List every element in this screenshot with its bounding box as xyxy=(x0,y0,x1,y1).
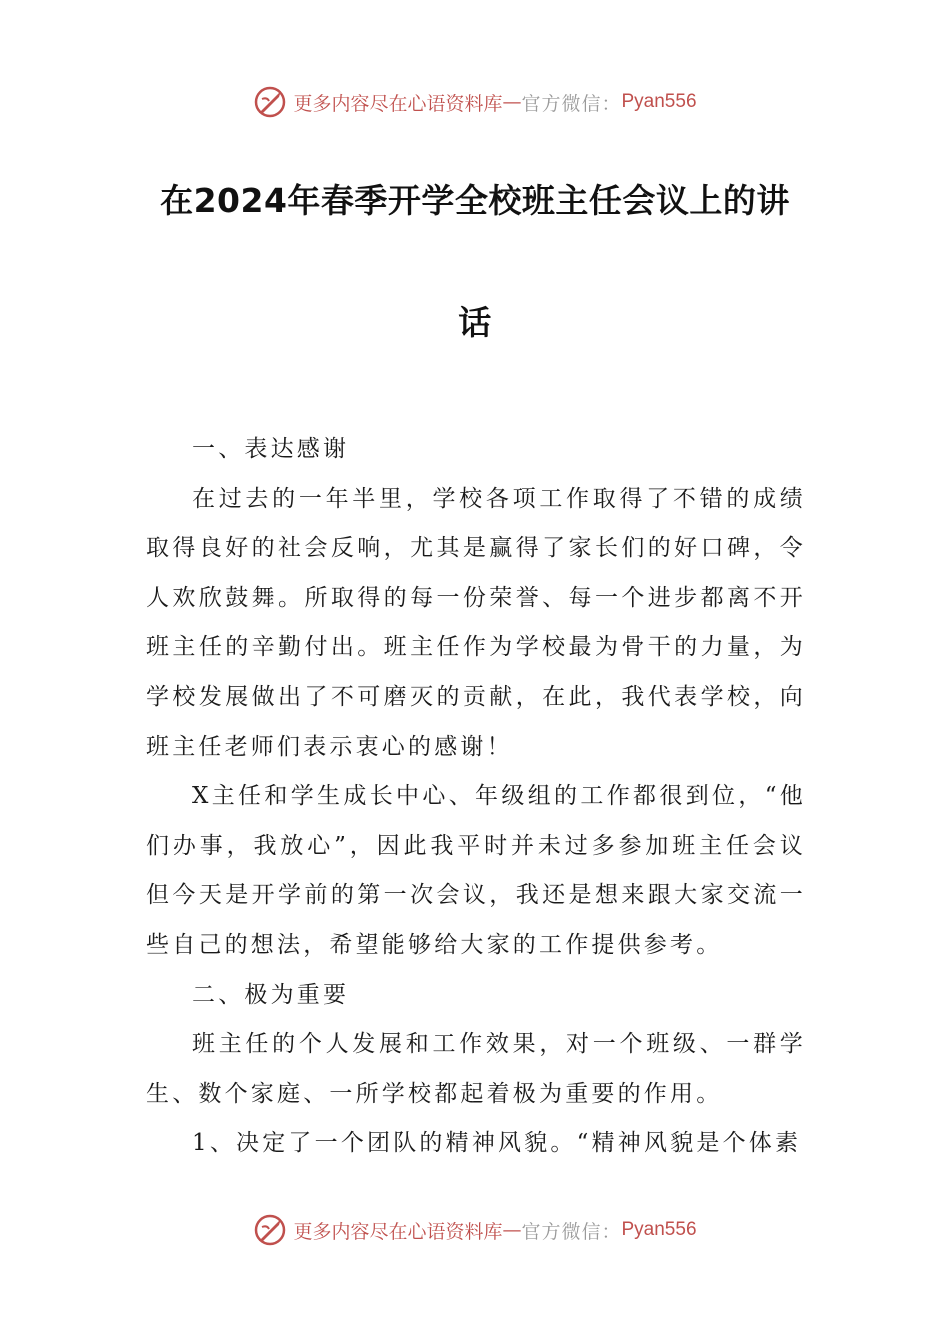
paragraph-1: 在过去的一年半里，学校各项工作取得了不错的成绩取得良好的社会反响，尤其是赢得了家长们的好口碑，令人欢欣鼓舞。所取得的每一份荣誉、每一个进步都离不开班主任的辛勤付出。班主任作为学校最为骨干的力量，为学校发展做出了不可磨灭的贡献，在此，我代表学校，向班主任老师们表示衷心的感谢！ xyxy=(146,485,806,760)
pen-logo-icon xyxy=(253,85,287,119)
banner-brand-text: 更多内容尽在心语资料库 xyxy=(293,1220,503,1243)
banner-dash: — xyxy=(502,1219,522,1241)
banner-sub-text: 官方微信： xyxy=(521,92,622,115)
paragraph-3: 班主任的个人发展和工作效果，对一个班级、一群学生、数个家庭、一所学校都起着极为重要的作用。 xyxy=(146,1031,806,1107)
banner-wechat-id: Pyan556 xyxy=(621,91,697,112)
paragraph-4: 1、决定了一个团队的精神风貌。“精神风貌是个体素 xyxy=(192,1130,802,1157)
section-heading-1: 一、表达感谢 xyxy=(192,436,350,462)
document-body xyxy=(146,425,806,1169)
banner-brand-text: 更多内容尽在心语资料库 xyxy=(293,92,503,115)
page-title-line-1: 在2024年春季开学全校班主任会议上的讲 xyxy=(160,181,790,220)
banner-dash: — xyxy=(502,91,522,113)
banner-sub-text: 官方微信： xyxy=(521,1220,622,1243)
pen-logo-icon xyxy=(253,1213,287,1247)
paragraph-2: X主任和学生成长中心、年级组的工作都很到位，“他们办事，我放心”，因此我平时并未过多参加班主任会议但今天是开学前的第一次会议，我还是想来跟大家交流一些自己的想法，希望能够给大家的工作提供参考。 xyxy=(146,783,806,958)
page-title-line-2: 话 xyxy=(458,303,492,342)
banner-wechat-id: Pyan556 xyxy=(621,1219,697,1240)
footer-watermark-banner xyxy=(0,1210,950,1250)
section-heading-2: 二、极为重要 xyxy=(192,981,350,1008)
header-watermark-banner xyxy=(0,82,950,122)
